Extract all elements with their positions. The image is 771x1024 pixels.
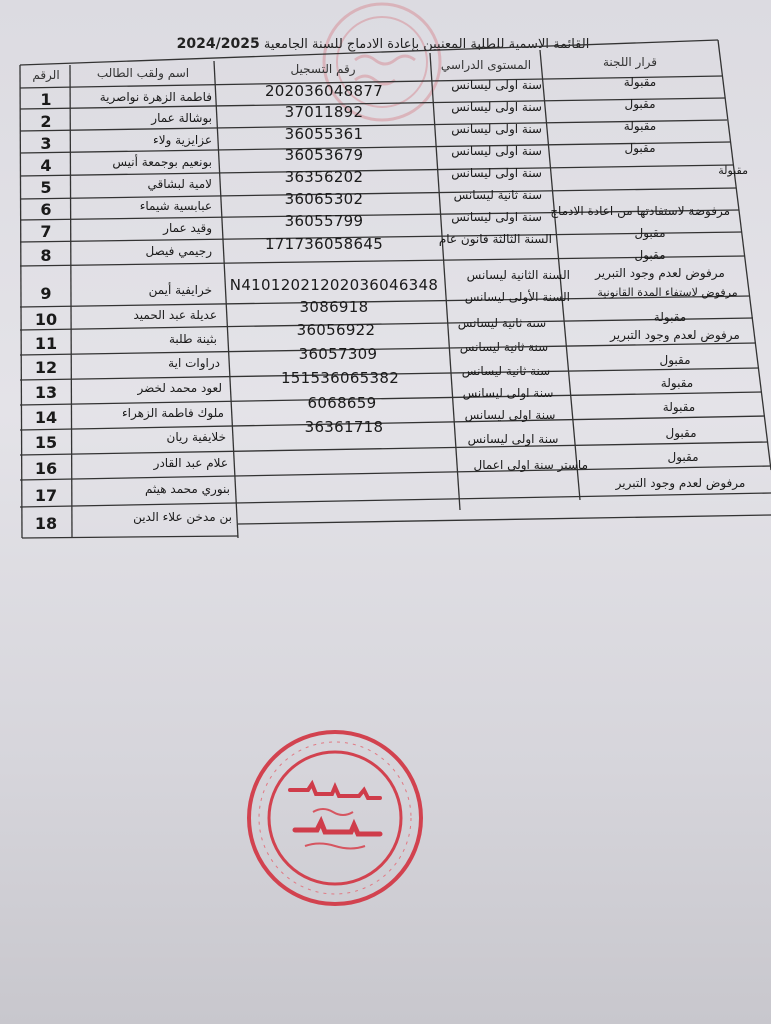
student-name: لعود محمد لخضر bbox=[137, 381, 222, 395]
student-name: علام عبد القادر bbox=[153, 456, 228, 470]
row-number: 2 bbox=[40, 112, 52, 131]
title-text: القائمة الاسمية للطلبة المعنيين بإعادة الادماج للسنة الجامعية bbox=[263, 37, 590, 52]
committee-decision: مقبولة bbox=[623, 75, 657, 89]
registration-number: 36053679 bbox=[284, 146, 364, 164]
committee-decision: مقبول bbox=[667, 450, 699, 464]
row-number: 1 bbox=[40, 90, 52, 109]
row-number: 11 bbox=[34, 334, 58, 353]
row-number: 13 bbox=[34, 383, 58, 402]
student-name: خلايفية ريان bbox=[166, 430, 226, 444]
row-number: 14 bbox=[34, 408, 58, 427]
registration-number: 151536065382 bbox=[280, 369, 400, 387]
committee-decision: مقبول bbox=[624, 97, 656, 111]
row-number: 9 bbox=[40, 284, 52, 303]
committee-decision: مقبول bbox=[659, 353, 691, 367]
row-number: 4 bbox=[40, 156, 52, 175]
registration-number: 36055361 bbox=[284, 125, 364, 143]
row-number: 15 bbox=[34, 433, 58, 452]
committee-decision: مقبول bbox=[634, 248, 666, 262]
study-level: سنة اولى ليسانس bbox=[451, 210, 542, 224]
row-number: 5 bbox=[40, 178, 52, 197]
student-name: بن مدخن علاء الدين bbox=[133, 510, 232, 524]
study-level-secondary: السنة الأولى ليسانس bbox=[464, 290, 570, 304]
committee-decision: مقبولة bbox=[660, 376, 694, 390]
committee-decision: مقبول bbox=[665, 426, 697, 440]
registration-number: N41012021202036046348 bbox=[229, 276, 439, 294]
registration-number: 171736058645 bbox=[264, 235, 384, 253]
registration-number: 36065302 bbox=[284, 190, 364, 208]
col-header-number: الرقم bbox=[32, 68, 60, 82]
student-name: وقيد عمار bbox=[163, 221, 212, 235]
study-level: ماستر سنة اولى اعمال bbox=[473, 458, 588, 472]
study-level: سنة اولى ليسانس bbox=[464, 408, 556, 422]
committee-decision: مقبولة bbox=[623, 119, 657, 133]
study-level: السنة الثالثة قانون عام bbox=[438, 232, 552, 246]
committee-decision: مقبول bbox=[634, 226, 666, 240]
col-header-level: المستوى الدراسي bbox=[440, 58, 532, 72]
student-name: فاطمة الزهرة نواصرية bbox=[99, 90, 212, 104]
committee-decision: مقبولة bbox=[653, 310, 687, 324]
committee-decision-secondary: مرفوض لاستفاء المدة القانونية bbox=[597, 286, 738, 299]
student-name: خرايفية أيمن bbox=[148, 283, 212, 297]
student-name: بثينة طلبة bbox=[168, 332, 217, 346]
row-number: 8 bbox=[40, 246, 52, 265]
registration-number: 36356202 bbox=[284, 168, 364, 186]
row-number: 10 bbox=[34, 310, 58, 329]
study-level: السنة الثانية ليسانس bbox=[466, 268, 570, 282]
student-name: ملوك فاطمة الزهراء bbox=[122, 406, 224, 420]
study-level: سنة ثانية ليسانس bbox=[457, 316, 547, 330]
study-level: سنة اولى ليسانس bbox=[467, 432, 559, 446]
col-header-decision: قرار اللجنة bbox=[602, 55, 658, 69]
committee-decision: مقبولة bbox=[662, 400, 696, 414]
study-level: سنة ثانية ليسانس bbox=[459, 340, 549, 354]
row-number: 6 bbox=[40, 200, 52, 219]
row-number: 17 bbox=[34, 486, 58, 505]
row-number: 12 bbox=[34, 358, 58, 377]
student-name: عزايزية ولاء bbox=[153, 133, 212, 147]
study-level: سنة اولى ليسانس bbox=[451, 144, 542, 158]
col-header-registration: رقم التسجيل bbox=[290, 62, 356, 76]
committee-decision: مرفوض لعدم وجود التبرير bbox=[610, 328, 740, 342]
student-name: بونعيم بوجمعة أنيس bbox=[112, 155, 212, 169]
committee-decision: مرفوض لعدم وجود التبرير bbox=[595, 266, 725, 280]
row-number: 7 bbox=[40, 222, 52, 241]
registration-number: 36057309 bbox=[298, 345, 378, 363]
registration-number: 6068659 bbox=[307, 394, 377, 412]
student-name: عديلة عبد الحميد bbox=[133, 308, 217, 322]
study-level: سنة اولى ليسانس bbox=[451, 100, 542, 114]
study-level: سنة اولى ليسانس bbox=[462, 386, 554, 400]
registration-number: 3086918 bbox=[299, 298, 369, 316]
committee-decision: مرفوض لعدم وجود التبرير bbox=[615, 476, 746, 490]
registration-number: 36361718 bbox=[304, 418, 384, 436]
committee-decision: مقبولة bbox=[718, 164, 748, 177]
col-header-name: اسم ولقب الطالب bbox=[96, 66, 190, 80]
student-name: بوشالة عمار bbox=[151, 111, 212, 125]
registration-number: 36055799 bbox=[284, 212, 364, 230]
registration-number: 37011892 bbox=[284, 103, 364, 121]
study-level: سنة اولى ليسانس bbox=[451, 122, 542, 136]
student-name: عبابسية شيماء bbox=[139, 199, 212, 213]
study-level: سنة ثانية ليسانس bbox=[453, 188, 542, 202]
student-name: بنوري محمد هيثم bbox=[145, 482, 230, 496]
row-number: 16 bbox=[34, 459, 58, 478]
registration-number: 36056922 bbox=[296, 321, 376, 339]
official-stamp bbox=[235, 718, 435, 918]
row-number: 3 bbox=[40, 134, 52, 153]
study-level: سنة اولى ليسانس bbox=[451, 166, 542, 180]
registration-number: 202036048877 bbox=[264, 82, 384, 100]
row-number: 18 bbox=[34, 514, 58, 533]
student-name: دراوات اية bbox=[168, 356, 220, 370]
committee-decision: مرفوضة لاستفادتها من اعادة الادماج bbox=[550, 204, 730, 218]
student-name: رجيمي فيصل bbox=[145, 244, 212, 258]
committee-decision: مقبول bbox=[624, 141, 656, 155]
academic-year: 2024/2025 bbox=[176, 36, 260, 52]
study-level: سنة ثانية ليسانس bbox=[461, 364, 551, 378]
student-name: لامية لبشاقي bbox=[147, 177, 212, 191]
study-level: سنة اولى ليسانس bbox=[451, 78, 542, 92]
